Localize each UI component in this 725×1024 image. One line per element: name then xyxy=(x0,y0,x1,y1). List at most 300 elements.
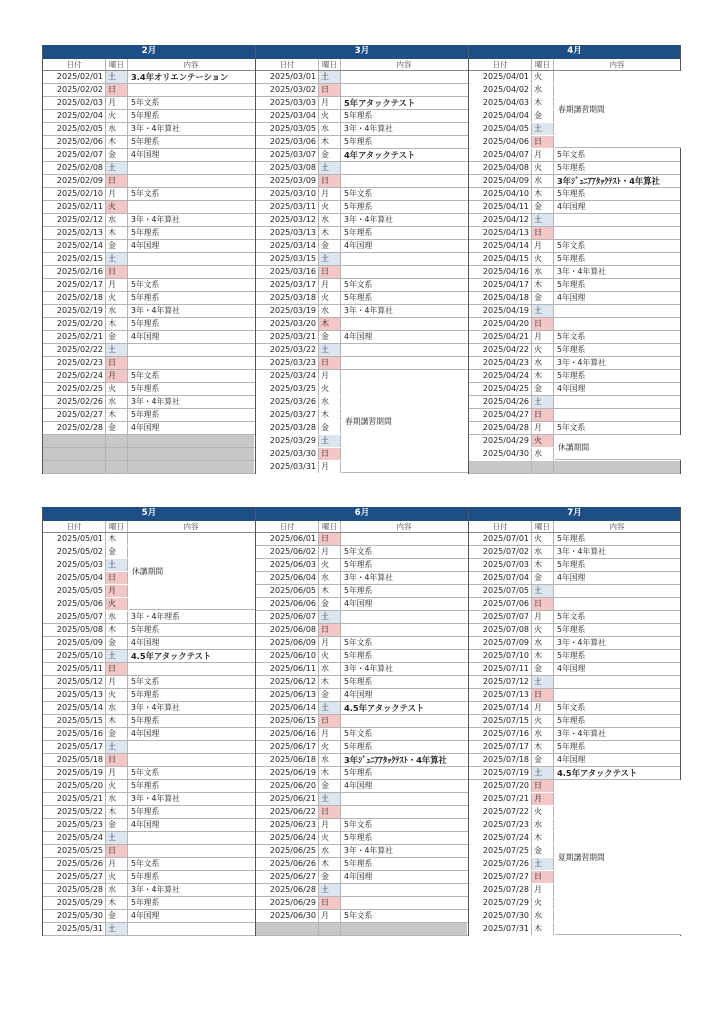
date-cell: 2025/05/11 xyxy=(43,663,106,675)
content-cell: 4年国理 xyxy=(344,872,373,881)
empty-cell xyxy=(554,461,680,473)
date-cell: 2025/07/29 xyxy=(469,897,532,909)
month-title: 3月 xyxy=(256,45,468,59)
date-cell: 2025/03/09 xyxy=(256,175,319,187)
weekday-cell: 金 xyxy=(106,637,128,649)
table-row xyxy=(469,611,680,624)
date-cell: 2025/05/31 xyxy=(43,923,106,935)
date-cell: 2025/05/13 xyxy=(43,689,106,701)
table-row xyxy=(43,923,255,936)
content-cell: 5年文系 xyxy=(557,703,586,712)
weekday-cell: 土 xyxy=(106,923,128,935)
table-row xyxy=(469,370,680,383)
content-cell: 3年・4年算社 xyxy=(344,306,393,315)
table-row xyxy=(43,448,255,461)
date-cell: 2025/02/07 xyxy=(43,149,106,161)
table-row xyxy=(43,266,255,279)
content-cell xyxy=(341,624,467,636)
date-cell: 2025/03/26 xyxy=(256,396,319,408)
date-cell: 2025/05/22 xyxy=(43,806,106,818)
weekday-cell: 金 xyxy=(532,292,554,304)
table-row xyxy=(256,676,468,689)
date-cell: 2025/07/09 xyxy=(469,637,532,649)
weekday-cell: 火 xyxy=(532,806,554,818)
date-cell: 2025/02/27 xyxy=(43,409,106,421)
table-row xyxy=(469,767,680,780)
date-cell: 2025/02/09 xyxy=(43,175,106,187)
weekday-cell: 日 xyxy=(532,871,554,883)
content-cell xyxy=(554,598,680,610)
date-cell: 2025/03/19 xyxy=(256,305,319,317)
date-cell: 2025/03/17 xyxy=(256,279,319,291)
content-cell: 4年国理 xyxy=(344,690,373,699)
weekday-cell: 月 xyxy=(532,240,554,252)
content-cell: 5年理系 xyxy=(131,716,160,725)
period-label: 休講期間 xyxy=(129,533,255,610)
weekday-cell: 木 xyxy=(106,318,128,330)
content-cell xyxy=(341,793,467,805)
weekday-cell: 火 xyxy=(319,559,341,571)
table-row xyxy=(43,858,255,871)
table-row xyxy=(43,201,255,214)
table-row xyxy=(43,240,255,253)
table-row xyxy=(469,357,680,370)
content-cell xyxy=(554,227,680,239)
table-row xyxy=(43,227,255,240)
weekday-cell: 土 xyxy=(106,253,128,265)
weekday-cell: 土 xyxy=(532,123,554,135)
empty-cell xyxy=(341,923,467,935)
date-cell: 2025/07/30 xyxy=(469,910,532,922)
content-cell: 4年国理 xyxy=(131,638,160,647)
table-row xyxy=(469,318,680,331)
weekday-cell: 火 xyxy=(106,689,128,701)
period-label: 春期講習期間 xyxy=(342,370,468,473)
weekday-cell: 日 xyxy=(532,598,554,610)
weekday-cell: 火 xyxy=(319,383,341,395)
table-row xyxy=(256,897,468,910)
weekday-cell: 土 xyxy=(319,435,341,447)
table-row xyxy=(43,292,255,305)
weekday-cell: 木 xyxy=(319,676,341,688)
empty-cell xyxy=(532,461,554,473)
date-cell: 2025/04/26 xyxy=(469,396,532,408)
date-cell: 2025/02/10 xyxy=(43,188,106,200)
content-cell: 4年国理 xyxy=(131,241,160,250)
weekday-cell: 水 xyxy=(319,572,341,584)
table-row xyxy=(469,409,680,422)
table-row xyxy=(256,884,468,897)
weekday-cell: 金 xyxy=(106,546,128,558)
empty-cell xyxy=(128,448,254,460)
weekday-cell: 土 xyxy=(106,741,128,753)
weekday-cell: 月 xyxy=(532,793,554,805)
date-cell: 2025/06/14 xyxy=(256,702,319,714)
table-row xyxy=(469,754,680,767)
table-row xyxy=(43,279,255,292)
table-row xyxy=(256,858,468,871)
weekday-cell: 金 xyxy=(319,689,341,701)
content-cell: 5年理系 xyxy=(344,137,373,146)
weekday-cell: 水 xyxy=(106,702,128,714)
weekday-cell: 水 xyxy=(319,305,341,317)
weekday-cell: 日 xyxy=(319,897,341,909)
content-cell: 5年理系 xyxy=(557,163,586,172)
table-row xyxy=(256,97,468,110)
date-cell: 2025/05/25 xyxy=(43,845,106,857)
weekday-header: 曜日 xyxy=(532,521,554,532)
content-cell: 3年・4年算社 xyxy=(557,638,606,647)
table-row xyxy=(256,162,468,175)
month-column xyxy=(255,507,468,936)
date-cell: 2025/04/25 xyxy=(469,383,532,395)
date-cell: 2025/07/12 xyxy=(469,676,532,688)
weekday-cell: 火 xyxy=(532,533,554,545)
date-cell: 2025/02/28 xyxy=(43,422,106,434)
table-row xyxy=(469,396,680,409)
date-cell: 2025/07/11 xyxy=(469,663,532,675)
date-cell: 2025/03/27 xyxy=(256,409,319,421)
content-cell: 3年・4年算社 xyxy=(344,664,393,673)
table-row xyxy=(43,637,255,650)
weekday-cell: 金 xyxy=(106,331,128,343)
table-row xyxy=(256,149,468,162)
date-cell: 2025/07/21 xyxy=(469,793,532,805)
content-cell: 5年文系 xyxy=(131,677,160,686)
weekday-cell: 日 xyxy=(106,357,128,369)
table-row xyxy=(256,572,468,585)
content-cell: 4.5年アタックテスト xyxy=(557,768,638,778)
table-row xyxy=(256,240,468,253)
date-cell: 2025/04/30 xyxy=(469,448,532,460)
date-cell: 2025/03/06 xyxy=(256,136,319,148)
date-cell: 2025/05/29 xyxy=(43,897,106,909)
month-title: 4月 xyxy=(469,45,680,59)
content-cell xyxy=(128,663,254,675)
empty-cell xyxy=(469,461,532,473)
table-row xyxy=(469,741,680,754)
date-cell: 2025/04/13 xyxy=(469,227,532,239)
content-cell: 4年国理 xyxy=(557,202,586,211)
content-cell: 5年理系 xyxy=(131,625,160,634)
weekday-cell: 水 xyxy=(532,910,554,922)
table-row xyxy=(469,715,680,728)
weekday-cell: 木 xyxy=(319,767,341,779)
table-row xyxy=(256,637,468,650)
table-row xyxy=(469,149,680,162)
weekday-header: 曜日 xyxy=(319,59,341,70)
weekday-cell: 水 xyxy=(106,123,128,135)
content-cell: 5年理系 xyxy=(557,189,586,198)
weekday-cell: 火 xyxy=(106,110,128,122)
weekday-cell: 月 xyxy=(532,331,554,343)
content-cell xyxy=(341,611,467,623)
date-cell: 2025/06/23 xyxy=(256,819,319,831)
date-cell: 2025/07/07 xyxy=(469,611,532,623)
weekday-cell: 水 xyxy=(106,214,128,226)
table-row xyxy=(43,910,255,923)
table-row xyxy=(256,780,468,793)
date-cell: 2025/05/04 xyxy=(43,572,106,584)
weekday-cell: 火 xyxy=(532,624,554,636)
date-cell: 2025/05/20 xyxy=(43,780,106,792)
date-header: 日付 xyxy=(469,59,532,70)
content-cell xyxy=(554,676,680,688)
table-row xyxy=(43,832,255,845)
table-row xyxy=(43,845,255,858)
date-cell: 2025/07/28 xyxy=(469,884,532,896)
weekday-cell: 水 xyxy=(106,305,128,317)
content-cell xyxy=(554,214,680,226)
date-cell: 2025/03/12 xyxy=(256,214,319,226)
content-cell: 4年アタックテスト xyxy=(344,150,416,160)
table-row xyxy=(43,396,255,409)
weekday-cell: 金 xyxy=(532,663,554,675)
table-row xyxy=(43,370,255,383)
date-cell: 2025/03/08 xyxy=(256,162,319,174)
weekday-cell: 日 xyxy=(106,175,128,187)
date-cell: 2025/06/05 xyxy=(256,585,319,597)
weekday-cell: 日 xyxy=(319,624,341,636)
table-row xyxy=(43,84,255,97)
date-cell: 2025/06/26 xyxy=(256,858,319,870)
table-row xyxy=(43,188,255,201)
column-header-row xyxy=(469,59,680,71)
table-row xyxy=(256,357,468,370)
date-cell: 2025/06/10 xyxy=(256,650,319,662)
content-header: 内容 xyxy=(609,60,625,69)
table-row xyxy=(256,546,468,559)
weekday-cell: 木 xyxy=(532,741,554,753)
month-grid xyxy=(42,45,681,474)
content-cell: 3年・4年算社 xyxy=(557,729,606,738)
content-cell: 5年理系 xyxy=(557,716,586,725)
weekday-cell: 水 xyxy=(106,793,128,805)
weekday-cell: 木 xyxy=(532,370,554,382)
date-cell: 2025/04/09 xyxy=(469,175,532,187)
content-cell: 5年文系 xyxy=(344,729,373,738)
date-cell: 2025/06/22 xyxy=(256,806,319,818)
content-cell xyxy=(341,357,467,369)
content-cell: 5年理系 xyxy=(344,560,373,569)
date-cell: 2025/06/09 xyxy=(256,637,319,649)
weekday-cell: 土 xyxy=(319,702,341,714)
table-row xyxy=(469,650,680,663)
content-cell: 4年国理 xyxy=(131,150,160,159)
date-cell: 2025/03/20 xyxy=(256,318,319,330)
weekday-header: 曜日 xyxy=(106,521,128,532)
table-row xyxy=(256,611,468,624)
table-row xyxy=(469,305,680,318)
date-cell: 2025/03/05 xyxy=(256,123,319,135)
content-cell: 4年国理 xyxy=(344,241,373,250)
table-row xyxy=(469,331,680,344)
date-cell: 2025/02/26 xyxy=(43,396,106,408)
table-row xyxy=(256,793,468,806)
content-cell xyxy=(128,923,254,935)
weekday-cell: 木 xyxy=(319,409,341,421)
table-row xyxy=(43,871,255,884)
weekday-cell: 金 xyxy=(319,331,341,343)
weekday-cell: 月 xyxy=(106,767,128,779)
date-cell: 2025/07/19 xyxy=(469,767,532,779)
weekday-cell: 木 xyxy=(106,227,128,239)
weekday-cell: 土 xyxy=(532,214,554,226)
content-cell: 3年・4年算社 xyxy=(557,267,606,276)
date-cell: 2025/04/14 xyxy=(469,240,532,252)
table-row xyxy=(256,832,468,845)
content-cell: 5年文系 xyxy=(557,423,586,432)
content-cell xyxy=(341,884,467,896)
weekday-header: 曜日 xyxy=(319,521,341,532)
table-row xyxy=(256,331,468,344)
table-row xyxy=(43,689,255,702)
weekday-cell: 火 xyxy=(106,292,128,304)
content-cell: 5年文系 xyxy=(131,371,160,380)
content-cell: 3年・4年理系 xyxy=(131,612,180,621)
content-cell: 3年・4年算社 xyxy=(344,573,393,582)
weekday-cell: 水 xyxy=(532,84,554,96)
table-row xyxy=(43,728,255,741)
content-cell: 5年理系 xyxy=(557,280,586,289)
table-row xyxy=(469,546,680,559)
table-row xyxy=(43,780,255,793)
content-cell xyxy=(341,806,467,818)
date-cell: 2025/07/22 xyxy=(469,806,532,818)
date-cell: 2025/04/23 xyxy=(469,357,532,369)
content-cell: 5年理系 xyxy=(131,898,160,907)
date-cell: 2025/03/23 xyxy=(256,357,319,369)
weekday-cell: 水 xyxy=(106,884,128,896)
date-cell: 2025/05/16 xyxy=(43,728,106,740)
weekday-cell: 土 xyxy=(319,253,341,265)
weekday-cell: 木 xyxy=(532,832,554,844)
content-header: 内容 xyxy=(609,522,625,531)
table-row xyxy=(469,637,680,650)
table-row xyxy=(43,663,255,676)
content-header: 内容 xyxy=(396,522,412,531)
content-cell: 5年理系 xyxy=(131,137,160,146)
date-cell: 2025/04/28 xyxy=(469,422,532,434)
date-cell: 2025/04/27 xyxy=(469,409,532,421)
date-cell: 2025/05/15 xyxy=(43,715,106,727)
month-column xyxy=(42,507,255,936)
content-cell xyxy=(128,845,254,857)
content-cell: 5年理系 xyxy=(557,625,586,634)
weekday-cell: 金 xyxy=(319,598,341,610)
weekday-cell: 日 xyxy=(319,266,341,278)
table-row xyxy=(43,409,255,422)
weekday-cell: 水 xyxy=(106,396,128,408)
date-cell: 2025/04/11 xyxy=(469,201,532,213)
weekday-cell: 金 xyxy=(319,780,341,792)
weekday-cell: 金 xyxy=(106,728,128,740)
table-row xyxy=(43,123,255,136)
content-cell xyxy=(341,253,467,265)
content-cell xyxy=(554,689,680,701)
date-cell: 2025/03/04 xyxy=(256,110,319,122)
date-cell: 2025/05/12 xyxy=(43,676,106,688)
date-cell: 2025/07/03 xyxy=(469,559,532,571)
weekday-cell: 火 xyxy=(319,201,341,213)
content-cell xyxy=(341,715,467,727)
date-cell: 2025/04/06 xyxy=(469,136,532,148)
weekday-cell: 土 xyxy=(106,162,128,174)
table-row xyxy=(256,650,468,663)
weekday-cell: 月 xyxy=(532,884,554,896)
weekday-cell: 木 xyxy=(532,188,554,200)
date-cell: 2025/07/06 xyxy=(469,598,532,610)
weekday-cell: 日 xyxy=(319,806,341,818)
date-cell: 2025/07/14 xyxy=(469,702,532,714)
content-cell: 5年文系 xyxy=(344,189,373,198)
weekday-cell: 水 xyxy=(532,448,554,460)
table-row xyxy=(43,461,255,474)
weekday-cell: 水 xyxy=(319,123,341,135)
table-row xyxy=(256,344,468,357)
table-row xyxy=(43,806,255,819)
weekday-cell: 水 xyxy=(532,357,554,369)
date-cell: 2025/06/08 xyxy=(256,624,319,636)
month-title: 6月 xyxy=(256,507,468,521)
content-header: 内容 xyxy=(183,60,199,69)
content-cell: 5年理系 xyxy=(131,872,160,881)
date-cell: 2025/04/29 xyxy=(469,435,532,447)
weekday-cell: 水 xyxy=(319,845,341,857)
table-row xyxy=(256,84,468,97)
period-label: 休講期間 xyxy=(555,435,681,460)
table-row xyxy=(469,162,680,175)
content-cell xyxy=(128,266,254,278)
content-cell xyxy=(554,318,680,330)
content-cell xyxy=(341,71,467,83)
date-cell: 2025/07/05 xyxy=(469,585,532,597)
table-row xyxy=(43,344,255,357)
content-cell: 5年理系 xyxy=(557,371,586,380)
weekday-cell: 金 xyxy=(532,201,554,213)
weekday-cell: 木 xyxy=(532,559,554,571)
content-cell: 5年文系 xyxy=(557,241,586,250)
content-cell: 4年国理 xyxy=(344,599,373,608)
table-row xyxy=(469,585,680,598)
table-row xyxy=(256,227,468,240)
weekday-cell: 日 xyxy=(532,227,554,239)
weekday-cell: 水 xyxy=(106,611,128,623)
weekday-cell: 火 xyxy=(106,201,128,213)
weekday-cell: 月 xyxy=(106,585,128,597)
table-row xyxy=(43,253,255,266)
table-row xyxy=(43,422,255,435)
date-cell: 2025/04/24 xyxy=(469,370,532,382)
weekday-cell: 日 xyxy=(106,572,128,584)
weekday-cell: 日 xyxy=(106,84,128,96)
content-cell xyxy=(341,84,467,96)
content-cell: 4年国理 xyxy=(344,332,373,341)
weekday-cell: 水 xyxy=(532,546,554,558)
content-cell: 5年理系 xyxy=(344,111,373,120)
content-cell: 5年理系 xyxy=(344,651,373,660)
content-cell xyxy=(341,897,467,909)
table-row xyxy=(256,845,468,858)
date-cell: 2025/06/11 xyxy=(256,663,319,675)
empty-cell xyxy=(43,448,106,460)
date-cell: 2025/03/07 xyxy=(256,149,319,161)
empty-cell xyxy=(43,461,106,473)
table-row xyxy=(469,533,680,546)
weekday-cell: 土 xyxy=(532,305,554,317)
table-row xyxy=(469,201,680,214)
table-row xyxy=(43,819,255,832)
